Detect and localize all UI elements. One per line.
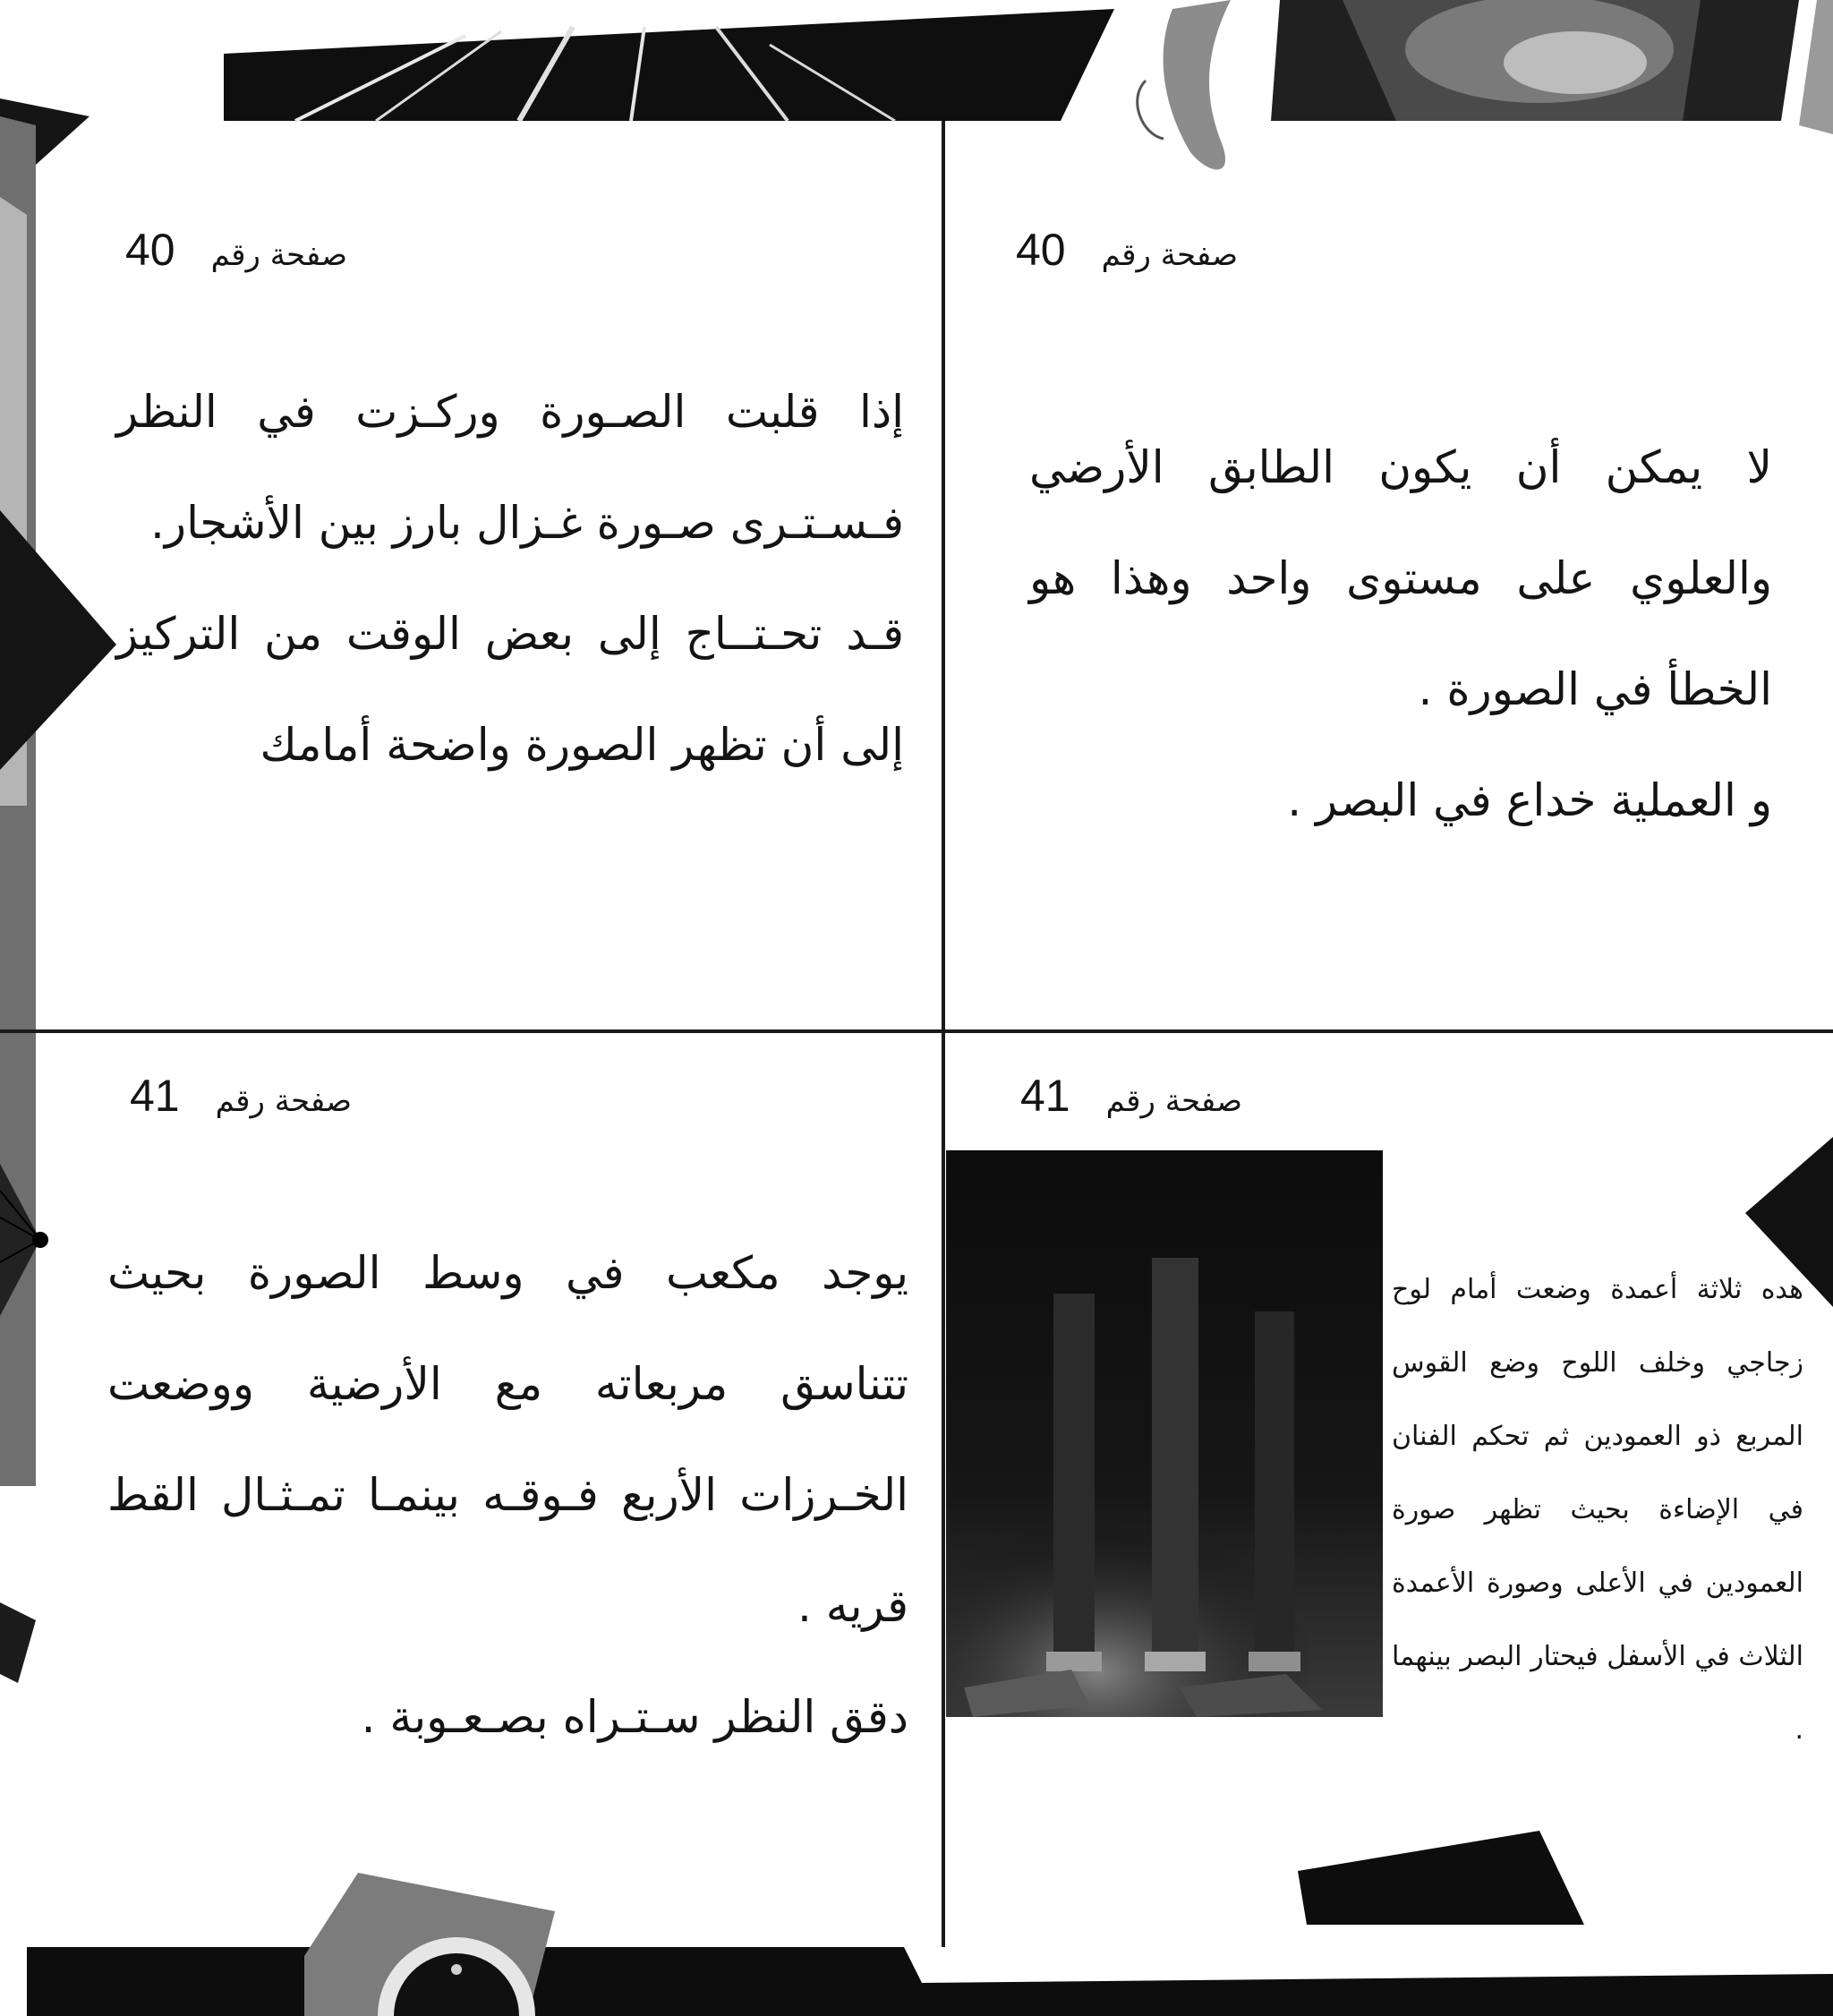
paragraph: قـد تحـتــاج إلى بعض الوقت من التركيز إلى أن تظهر الصورة واضحة أمامك (116, 608, 904, 771)
page-number-label-top-left (125, 224, 347, 276)
page-number: 41 (130, 1071, 180, 1121)
paragraph: إذا قلبت الصـورة وركـزت في النظر فـسـتـرى صـورة غـزال بارز بين الأشجار. (116, 386, 904, 549)
page-number-label-top-right (1016, 224, 1238, 276)
page-number-label-bottom-right (1020, 1070, 1242, 1122)
paragraph: دقق النظر سـتـراه بصـعـوبة . (361, 1691, 908, 1743)
paragraph-block-bottom-left (107, 1217, 908, 1773)
paragraph: هده ثلاثة أعمدة وضعت أمام لوح زجاجي وخلف اللوح وضع القوس المربع ذو العمودين ثم تحكم الفنان في الإضاءة بحيث تظهر صورة العمودين في الأعلى وصورة الأعمدة الثلاث في الأسفل فيحتار البصر بينهما . (1392, 1274, 1803, 1746)
dark-banner-graphic (224, 0, 1799, 169)
paragraph-block-top-right (1029, 412, 1772, 856)
paragraph: لا يمكن أن يكون الطابق الأرضي والعلوي على مستوى واحد وهذا هو الخطأ في الصورة . (1029, 441, 1772, 715)
page-label-word: صفحة رقم (1105, 1083, 1242, 1119)
page-number: 40 (1016, 225, 1066, 275)
illusion-columns-photo (946, 1150, 1383, 1717)
page-number-label-bottom-left (130, 1070, 352, 1122)
paragraph-block-bottom-right (1392, 1253, 1803, 1767)
page-label-word: صفحة رقم (215, 1083, 352, 1119)
horizontal-divider (0, 1029, 1833, 1033)
page-label-word: صفحة رقم (210, 237, 347, 273)
page-number: 40 (125, 225, 175, 275)
vertical-divider (942, 121, 945, 1947)
page-label-word: صفحة رقم (1101, 237, 1238, 273)
paragraph-block-top-left (116, 356, 904, 800)
paragraph: و العملية خداع في البصر . (1287, 774, 1772, 826)
paragraph: يوجد مكعب في وسط الصورة بحيث تتناسق مربعاته مع الأرضية ووضعت الخـرزات الأربع فـوقـه بينمـا تمـثـال القط قريه . (107, 1247, 908, 1632)
page-number: 41 (1020, 1071, 1070, 1121)
